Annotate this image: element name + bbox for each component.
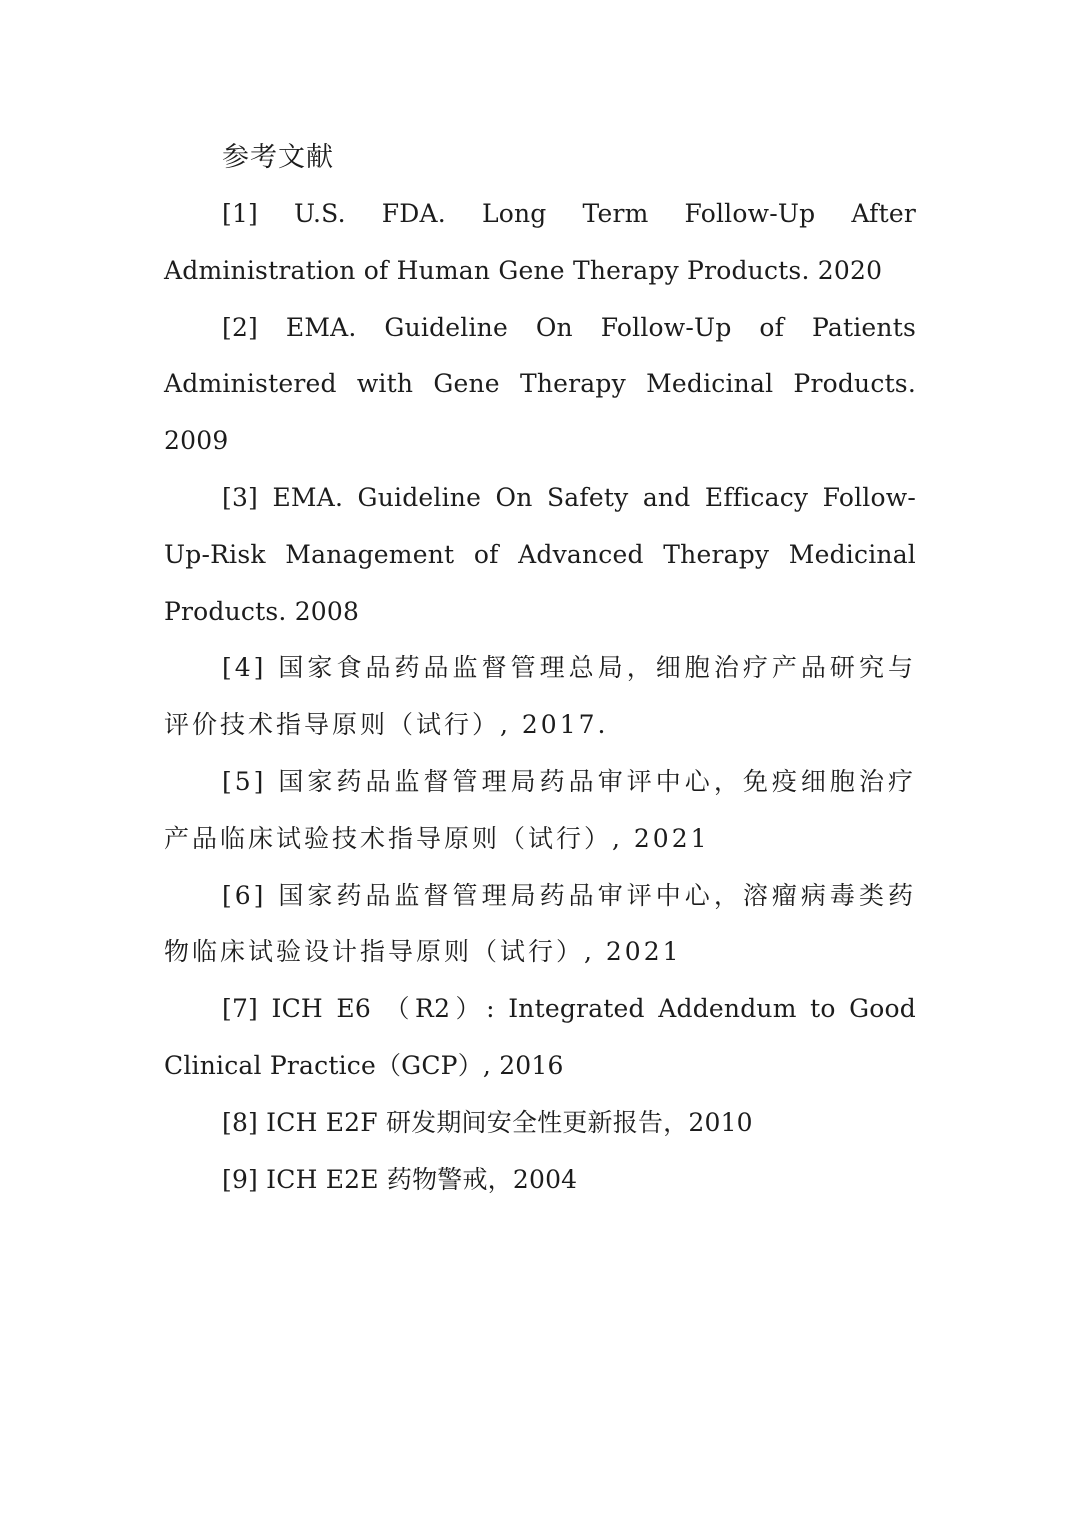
references-section xyxy=(164,130,916,1208)
references-heading: 参考文献 xyxy=(222,142,334,173)
reference-item-8: [8] ICH E2F 研发期间安全性更新报告，2010 xyxy=(222,1107,753,1137)
reference-item-3: [3] EMA. Guideline On Safety and Efficacy Follow-Up-Risk Management of Advanced Therapy Medicinal Products. 2008 xyxy=(164,482,916,626)
reference-item-6: [6] 国家药品监督管理局药品审评中心，溶瘤病毒类药物临床试验设计指导原则（试行）, 2021 xyxy=(164,880,916,967)
reference-item-4: [4] 国家食品药品监督管理总局，细胞治疗产品研究与评价技术指导原则（试行）, 2017. xyxy=(164,653,916,740)
reference-list xyxy=(164,186,916,1208)
reference-item-1: [1] U.S. FDA. Long Term Follow-Up After Administration of Human Gene Therapy Products. 2020 xyxy=(164,199,916,285)
reference-item-2: [2] EMA. Guideline On Follow-Up of Patients Administered with Gene Therapy Medicinal Products. 2009 xyxy=(164,312,916,456)
reference-item-7: [7] ICH E6 （R2）: Integrated Addendum to Good Clinical Practice（GCP）, 2016 xyxy=(164,994,916,1080)
reference-item-5: [5] 国家药品监督管理局药品审评中心，免疫细胞治疗产品临床试验技术指导原则（试行）, 2021 xyxy=(164,766,916,853)
reference-item-9: [9] ICH E2E 药物警戒，2004 xyxy=(222,1164,578,1194)
